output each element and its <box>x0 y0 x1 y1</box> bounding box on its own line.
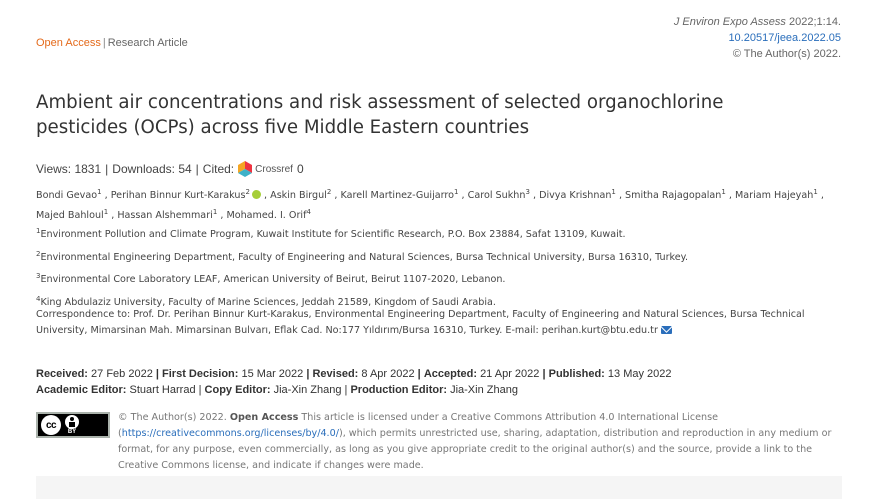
copy-editor-label: Copy Editor: <box>204 384 271 396</box>
author-affiliation-number: 1 <box>454 188 459 196</box>
author-item[interactable] <box>111 190 261 201</box>
author-item[interactable] <box>735 190 818 201</box>
license-text-part1: This article is licensed under a Creative Commons Attribution 4.0 International License ( <box>118 412 719 439</box>
license-open-access: Open Access <box>229 412 299 423</box>
author-name: Divya Krishnan <box>539 190 612 202</box>
author-item[interactable] <box>341 190 459 201</box>
cited-count: 0 <box>296 162 304 176</box>
author-affiliation-number: 1 <box>813 188 818 196</box>
editors-separator: | <box>198 384 202 396</box>
by-icon <box>65 415 79 436</box>
author-affiliation-number: 1 <box>721 188 726 196</box>
header-copyright: © The Author(s) 2022. <box>732 48 841 60</box>
correspondence-text: Correspondence to: Prof. Dr. Perihan Binnur Kurt-Karakus, Environmental Engineering Department, Faculty of Engineering and Natural Sciences, Bursa Technical University, Mimarsinan Mah. Mimarsinan Bulvarı, Eflak Cad. No:177 Yıldırım/Bursa 16310, Turkey. E-mail: perihan.kurt@btu.edu.tr <box>36 309 805 336</box>
author-item[interactable] <box>625 190 726 201</box>
accepted-label: Accepted: <box>423 368 477 380</box>
author-name: Mariam Hajeyah <box>734 190 814 202</box>
author-item[interactable] <box>539 190 616 201</box>
license-url-link[interactable]: https://creativecommons.org/licenses/by/4.0/ <box>121 428 339 439</box>
abstract-box <box>36 476 842 499</box>
affiliation-item <box>36 222 842 245</box>
author-item[interactable] <box>36 210 108 221</box>
affiliation-number: 2 <box>36 249 41 258</box>
affiliation-number: 3 <box>36 272 41 281</box>
journal-citation <box>674 14 841 30</box>
author-name: Hassan Alshemmari <box>117 210 213 222</box>
author-list: Bondi Gevao$^1$ , Perihan Binnur Kurt-Karakus$^2$ , Askin Birgul$^2$ , Karell Martinez-Guijarro$^1$ , Carol Sukhn$^3$ , Divya Krishnan$^1$ , Smitha Rajagopalan$^1$ , Mariam Hajeyah$^1$ , Majed Bahloul$^1$ , Hassan Alshemmari$^1$ , Mohamed. I. Orif$^4$ <box>36 188 824 222</box>
orcid-icon[interactable] <box>252 190 261 199</box>
article-metrics <box>36 161 304 177</box>
citation-header <box>674 14 841 62</box>
journal-name: J Environ Expo Assess <box>673 16 786 28</box>
author-name: Majed Bahloul <box>36 210 104 222</box>
person-icon <box>65 415 79 429</box>
journal-year-volume: 2022;1:14. <box>789 16 841 28</box>
author-name: Bondi Gevao <box>36 190 98 202</box>
dates-separator: | <box>542 368 546 380</box>
affiliation-text: Environmental Core Laboratory LEAF, American University of Beirut, Beirut 1107-2020, Lebanon. <box>40 274 506 286</box>
affiliation-list <box>36 222 842 313</box>
author-item[interactable] <box>468 190 530 201</box>
crossref-link[interactable] <box>238 161 293 177</box>
affiliation-text: Environment Pollution and Climate Program, Kuwait Institute for Scientific Research, P.O. Box 23884, Safat 13109, Kuwait. <box>40 229 626 241</box>
first-decision-label: First Decision: <box>162 368 239 380</box>
affiliation-text: King Abdulaziz University, Faculty of Marine Sciences, Jeddah 21589, Kingdom of Saudi Arabia. <box>40 297 496 309</box>
author-name: Smitha Rajagopalan <box>625 190 722 202</box>
academic-editor-name: Stuart Harrad <box>129 384 196 396</box>
author-item[interactable] <box>117 210 217 221</box>
author-affiliation-number: 2 <box>326 188 332 196</box>
first-decision-date: 15 Mar 2022 <box>241 368 304 380</box>
author-name: Mohamed. I. Orif <box>226 210 307 222</box>
published-date: 13 May 2022 <box>607 368 672 380</box>
affiliation-text: Environmental Engineering Department, Faculty of Engineering and Natural Sciences, Bursa Technical University, Bursa 16310, Turkey. <box>40 251 689 263</box>
cited-label: Cited: <box>202 162 235 176</box>
production-editor-name: Jia-Xin Zhang <box>450 384 518 396</box>
by-label: BY <box>67 428 77 435</box>
views-count: Views: 1831 <box>36 162 102 176</box>
affiliation-number: 1 <box>36 227 41 235</box>
cc-by-badge[interactable] <box>36 412 110 438</box>
doi-link[interactable]: 10.20517/jeea.2022.05 <box>728 32 841 44</box>
academic-editor-label: Academic Editor: <box>36 384 127 396</box>
author-affiliation-number: 4 <box>306 208 311 217</box>
metrics-separator: | <box>195 162 199 176</box>
accepted-date: 21 Apr 2022 <box>480 368 540 380</box>
article-type-header <box>36 37 188 49</box>
copy-editor-name: Jia-Xin Zhang <box>273 384 342 396</box>
author-name: Karell Martinez-Guijarro <box>340 190 455 202</box>
author-affiliation-number: 1 <box>97 188 102 196</box>
crossref-icon <box>238 161 252 177</box>
license-text-part2: ), which permits unrestricted use, sharing, adaptation, distribution and reproduction in any medium or format, for any purpose, even commercially, as long as you give appropriate credit to the original author(s) and the source, provide a link to the Creative Commons license, and indicate if changes were made. <box>118 428 832 471</box>
dates-separator: | <box>417 368 421 380</box>
author-affiliation-number: 1 <box>212 208 218 217</box>
correspondence <box>36 307 842 339</box>
crossref-label: Crossref <box>255 163 293 175</box>
production-editor-label: Production Editor: <box>350 384 448 396</box>
author-name: Askin Birgul <box>270 190 327 202</box>
license-text <box>118 410 842 474</box>
author-affiliation-number: 1 <box>103 208 109 217</box>
received-date: 27 Feb 2022 <box>91 368 153 380</box>
author-item[interactable] <box>226 210 310 221</box>
article-type-label: Research Article <box>107 37 188 49</box>
cc-icon: cc <box>41 415 61 435</box>
header-separator: | <box>102 37 106 49</box>
publication-dates <box>36 366 672 398</box>
published-label: Published: <box>548 368 605 380</box>
dates-separator: | <box>306 368 310 380</box>
author-item[interactable] <box>270 190 331 201</box>
metrics-separator: | <box>105 162 109 176</box>
article-title: Ambient air concentrations and risk assessment of selected organochlorine pesticides (OCPs) across five Middle Eastern countries <box>36 92 724 138</box>
author-affiliation-number: 3 <box>525 188 530 196</box>
dates-separator: | <box>155 368 159 380</box>
email-icon[interactable] <box>661 326 672 334</box>
revised-date: 8 Apr 2022 <box>361 368 415 380</box>
author-affiliation-number: 1 <box>611 188 616 196</box>
affiliation-number: 4 <box>36 295 41 304</box>
editors-separator: | <box>344 384 348 396</box>
affiliation-item <box>36 245 842 268</box>
open-access-label[interactable]: Open Access <box>36 37 101 49</box>
author-item[interactable] <box>36 190 102 201</box>
author-name: Carol Sukhn <box>467 190 526 202</box>
affiliation-item <box>36 267 842 290</box>
author-name: Perihan Binnur Kurt-Karakus <box>110 190 246 202</box>
license-copyright: © The Author(s) 2022. <box>118 412 227 423</box>
received-label: Received: <box>36 368 88 380</box>
downloads-count: Downloads: 54 <box>112 162 192 176</box>
revised-label: Revised: <box>312 368 359 380</box>
author-affiliation-number: 2 <box>245 188 250 196</box>
